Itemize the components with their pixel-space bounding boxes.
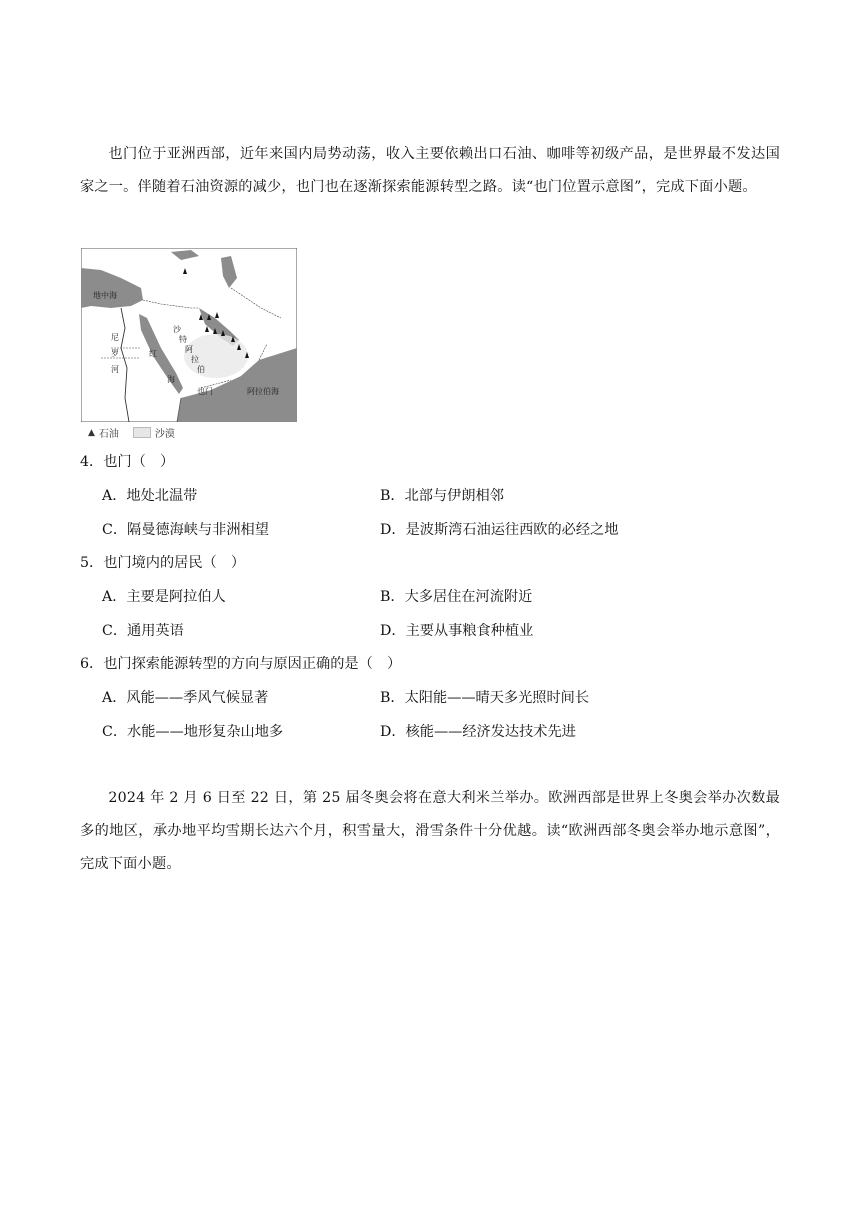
oil-icon: ▲ (88, 427, 95, 438)
svg-text:罗: 罗 (111, 349, 119, 358)
svg-text:尼: 尼 (111, 333, 119, 342)
svg-text:特: 特 (179, 335, 187, 344)
label-arabian-sea: 阿拉伯海 (247, 387, 279, 396)
map-legend: ▲ 石油 沙漠 (88, 427, 175, 440)
q6-option-d: D．核能——经济发达技术先进 (380, 724, 576, 740)
question-6-stem: 6．也门探索能源转型的方向与原因正确的是（ ） (80, 656, 402, 672)
svg-text:沙: 沙 (173, 325, 181, 334)
passage-yemen: 也门位于亚洲西部，近年来国内局势动荡，收入主要依赖出口石油、咖啡等初级产品，是世界最不发达国家之一。伴随着石油资源的减少，也门也在逐渐探索能源转型之路。读“也门位置示意图”，完成下面小题。 (80, 146, 780, 195)
passage-winter-olympics: 2024 年 2 月 6 日至 22 日，第 25 届冬奥会将在意大利米兰举办。欧洲西部是世界上冬奥会举办次数最多的地区，承办地平均雪期长达六个月，积雪量大，滑雪条件十分优越。读“欧洲西部冬奥会举办地示意图”，完成下面小题。 (80, 790, 780, 872)
q6-option-b: B．太阳能——晴天多光照时间长 (380, 690, 590, 706)
svg-text:红: 红 (149, 349, 157, 358)
svg-text:阿: 阿 (185, 345, 193, 354)
q4-option-a: A．地处北温带 (102, 488, 198, 504)
q5-option-a: A．主要是阿拉伯人 (102, 589, 226, 605)
label-mediterranean: 地中海 (93, 291, 117, 300)
question-5-stem: 5．也门境内的居民（ ） (80, 555, 246, 571)
q4-option-d: D．是波斯湾石油运往西欧的必经之地 (380, 522, 619, 538)
svg-text:伯: 伯 (197, 365, 205, 374)
question-4-stem: 4．也门（ ） (80, 454, 175, 470)
svg-text:河: 河 (111, 365, 119, 374)
q6-option-a: A．风能——季风气候显著 (102, 690, 269, 706)
label-yemen: 也门 (197, 387, 213, 396)
q5-option-d: D．主要从事粮食种植业 (380, 623, 534, 639)
q4-option-c: C．隔曼德海峡与非洲相望 (102, 522, 269, 538)
q6-option-c: C．水能——地形复杂山地多 (102, 724, 284, 740)
svg-text:拉: 拉 (191, 355, 199, 364)
q5-option-c: C．通用英语 (102, 623, 184, 639)
desert-icon (133, 427, 151, 438)
q5-option-b: B．大多居住在河流附近 (380, 589, 533, 605)
yemen-location-map (81, 248, 297, 422)
q4-option-b: B．北部与伊朗相邻 (380, 488, 504, 504)
svg-text:海: 海 (167, 375, 175, 384)
